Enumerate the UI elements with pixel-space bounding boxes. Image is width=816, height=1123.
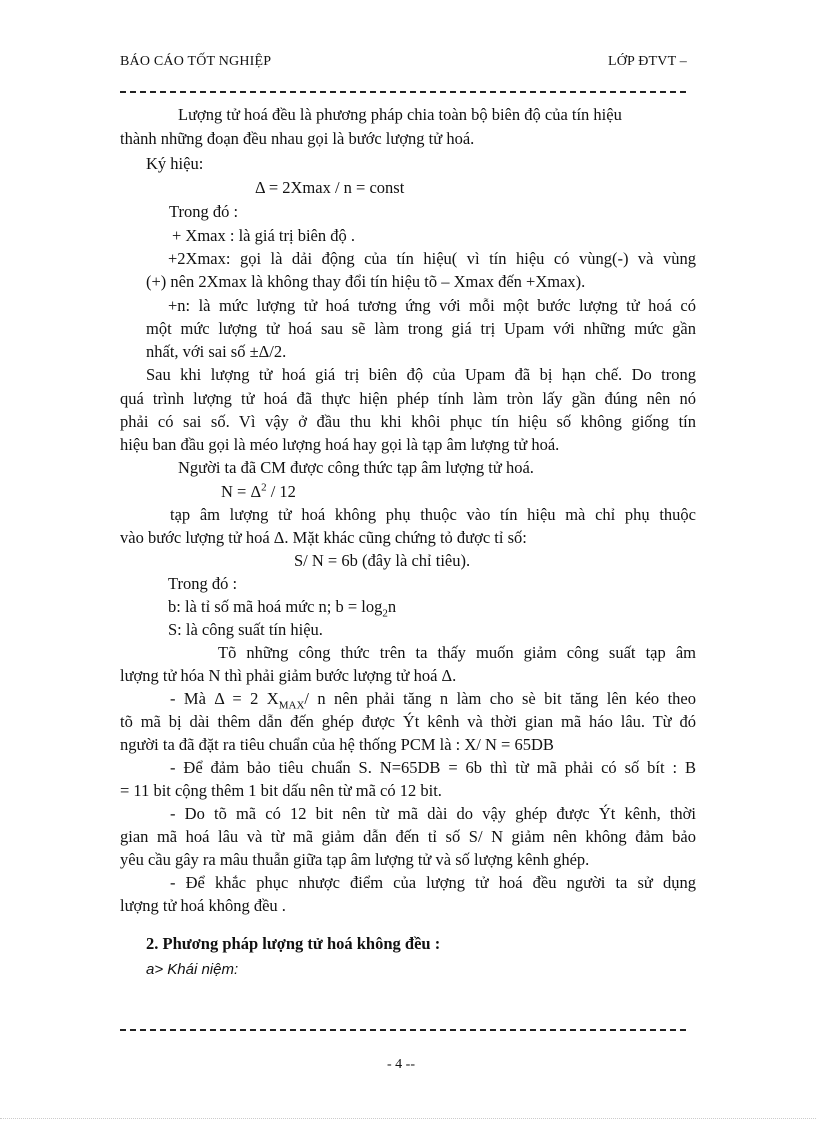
text-line: phải có sai số. Vì vậy ở đầu thu khi khôi phục tín hiệu số không giống tín — [120, 412, 696, 431]
text-line: + Xmax : là giá trị biên độ . — [172, 226, 355, 245]
text-line: b: là tỉ số mã hoá mức n; $b = \log_2n$ — [168, 597, 397, 620]
text-line: lượng tử hóa N thì phải giảm bước lượng tử hoá Δ. — [120, 666, 457, 685]
text-line: +2Xmax: gọi là dải động của tín hiệu( vì tín hiệu có vùng(-) và vùng — [168, 249, 696, 268]
text-line: quá trình lượng tử hoá đã thực hiện phép tính làm tròn lấy gần đúng nên nó — [120, 389, 696, 408]
text-line: tạp âm lượng tử hoá không phụ thuộc vào tín hiệu mà chỉ phụ thuộc — [170, 505, 696, 524]
text-line: Ký hiệu: — [146, 154, 204, 173]
header-rule — [120, 91, 686, 93]
text-line: yêu cầu gây ra mâu thuẫn giữa tạp âm lượng tử và số lượng kênh ghép. — [120, 850, 590, 869]
text-line: thành những đoạn đều nhau gọi là bước lượng tử hoá. — [120, 129, 475, 148]
header-left: BÁO CÁO TỐT NGHIỆP — [120, 54, 272, 69]
text-line: Trong đó : — [168, 574, 238, 593]
page-number: - 4 -- — [387, 1057, 415, 1072]
text-line: nhất, với sai số ±Δ/2. — [146, 342, 287, 361]
text-line: vào bước lượng tử hoá Δ. Mặt khác cũng chứng tỏ được tỉ số: — [120, 528, 527, 547]
page-edge-divider — [0, 1118, 816, 1119]
formula: S/ N = 6b (đây là chỉ tiêu). — [294, 551, 471, 570]
text-line: gian mã hoá lâu và từ mã giảm dẫn đến tỉ số S/ N giảm nên không đảm bảo — [120, 827, 696, 846]
text-line: tõ mã bị dài thêm dẫn đến ghép được Ýt kênh và thời gian mã háo lâu. Từ đó — [120, 712, 696, 731]
text-line: lượng tử hoá không đều . — [120, 896, 286, 915]
text-line: người ta đã đặt ra tiêu chuẩn của hệ thống PCM là : X/ N = 65DB — [120, 735, 554, 754]
text-line: Sau khi lượng tử hoá giá trị biên độ của Upam đã bị hạn chế. Do trong — [146, 365, 696, 384]
text-line: Lượng tử hoá đều là phương pháp chia toàn bộ biên độ của tín hiệu — [178, 105, 622, 124]
subsection-heading: a> Khái niệm: — [146, 961, 239, 978]
text-line: - Để đảm bảo tiêu chuẩn S. N=65DB = 6b thì từ mã phải có số bít : B — [170, 758, 696, 777]
section-heading: 2. Phương pháp lượng tử hoá không đều : — [146, 934, 441, 953]
text-line: - Để khắc phục nhược điểm của lượng tử hoá đều người ta sử dụng — [170, 873, 696, 892]
formula: $N = \Delta^2 / 12$ — [221, 481, 296, 501]
formula: Δ = 2Xmax / n = const — [255, 178, 405, 197]
text-line: S: là công suất tín hiệu. — [168, 620, 323, 639]
text-line: một mức lượng tử hoá sau sẽ làm trong giá trị Upam với những mức gần — [146, 319, 696, 338]
text-line: = 11 bit cộng thêm 1 bit dấu nên từ mã có 12 bit. — [120, 781, 442, 800]
text-line: (+) nên 2Xmax là không thay đổi tín hiệu tõ – Xmax đến +Xmax). — [146, 272, 586, 291]
text-line: hiệu ban đầu gọi là méo lượng hoá hay gọi là tạp âm lượng tử hoá. — [120, 435, 560, 454]
text-line: Người ta đã CM được công thức tạp âm lượng tử hoá. — [178, 458, 534, 477]
text-line: - Do tõ mã có 12 bit nên từ mã dài do vậy ghép được Ýt kênh, thời — [170, 804, 696, 823]
footer-rule — [120, 1029, 686, 1031]
text-line: Tõ những công thức trên ta thấy muốn giảm công suất tạp âm — [218, 643, 696, 662]
text-line: - Mà Δ = 2 $X_{MAX}/$ n nên phải tăng n làm cho sè bit tăng lên kéo theo — [170, 689, 696, 712]
header-right: LỚP ĐTVT – — [608, 54, 687, 69]
text-line: +n: là mức lượng tử hoá tương ứng với mỗi một bước lượng tử hoá có — [168, 296, 696, 315]
text-line: Trong đó : — [169, 202, 239, 221]
